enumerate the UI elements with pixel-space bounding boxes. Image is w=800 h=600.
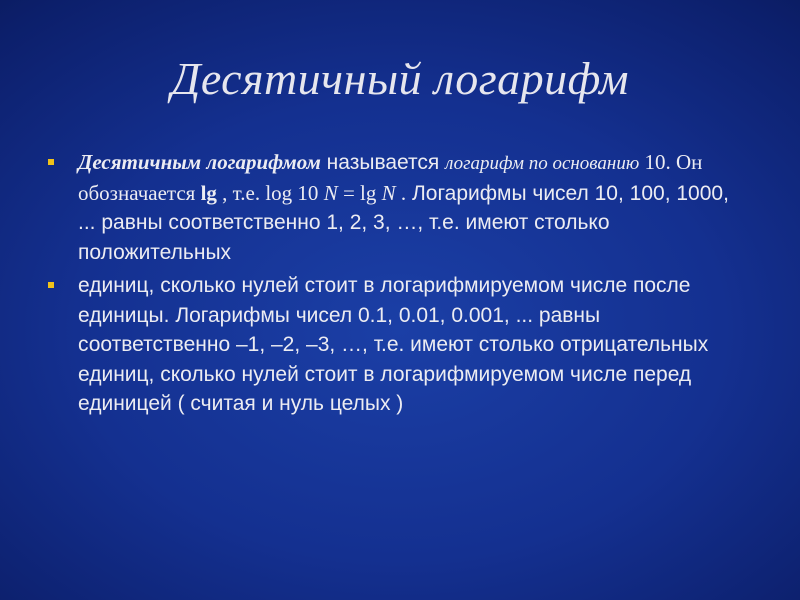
bullet-item-1 <box>44 148 744 267</box>
variable-n: N <box>381 180 396 205</box>
lg-bold: lg <box>200 180 217 205</box>
variable-n: N <box>323 180 338 205</box>
square-bullet-icon <box>48 282 54 288</box>
bullet-list <box>44 148 744 423</box>
bullet-text-2: единиц, сколько нулей стоит в логарифмируемом числе после единицы. Логарифмы чисел 0.1, 0.01, 0.001, ... равны соответственно –1, –2, –3, …, т.е. имеют столько отрицательных единиц, сколько нулей стоит в логарифмируемом числе перед единицей ( считая и нуль целых ) <box>78 274 709 415</box>
text-segment: называется <box>320 151 446 174</box>
text-segment: . <box>395 180 407 205</box>
text-segment: Логарифмы чисел 10, 100, 1000, ... равны соответственно 1, 2, 3, …, т.е. имеют столько положительных <box>78 181 729 264</box>
text-segment: = lg <box>337 180 382 205</box>
slide-title: Десятичный логарифм <box>171 53 629 104</box>
bullet-item-2 <box>44 271 744 419</box>
text-segment: , т.е. log 10 <box>216 180 324 205</box>
text-segment: 10. Он обозначается <box>78 150 703 205</box>
square-bullet-icon <box>48 159 54 165</box>
term-bold-italic: Десятичным логарифмом <box>78 150 321 174</box>
definition-italic: логарифм по основанию <box>445 153 640 174</box>
bullet-text-1 <box>78 148 744 267</box>
